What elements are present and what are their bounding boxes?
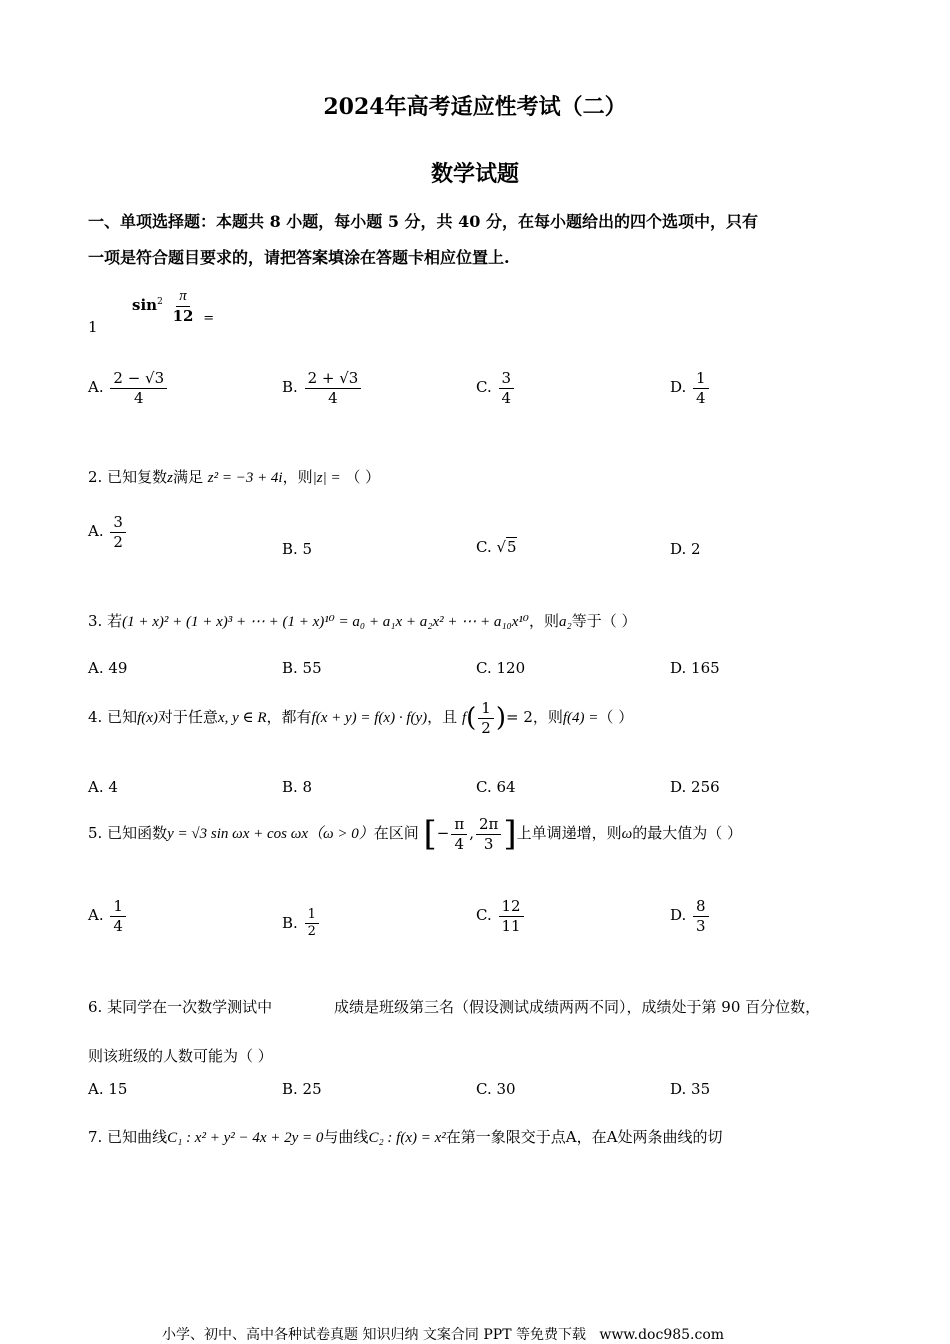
q1-expression: $\sin^2$ $\frac{\pi}{12}$ = [132, 288, 215, 326]
q4-option-a[interactable]: A. 4 [88, 778, 118, 796]
q3-option-a[interactable]: A. 49 [88, 659, 128, 677]
q4-option-d[interactable]: D. 256 [670, 778, 720, 796]
q3-option-c[interactable]: C. 120 [476, 659, 526, 677]
q3-option-d[interactable]: D. 165 [670, 659, 720, 677]
q6-option-c[interactable]: C. 30 [476, 1080, 516, 1098]
footer-link[interactable]: www.doc985.com [599, 1327, 725, 1343]
section-header-line2: 一项是符合题目要求的，请把答案填涂在答题卡相应位置上. [88, 248, 510, 267]
q3-stem: 3. 若(1 + x)² + (1 + x)³ + ⋯ + (1 + x)¹⁰ = a₀ + a₁x + a₂x² + ⋯ + a₁₀x¹⁰，则a₂等于（ ） [88, 612, 637, 630]
q4-option-b[interactable]: B. 8 [282, 778, 313, 796]
page-title: 2024年高考适应性考试（二） [323, 94, 627, 120]
q2-option-a[interactable]: A. $\frac{3}{2}$ [88, 514, 128, 550]
q5-option-d[interactable]: D. $\frac{8}{3}$ [670, 898, 711, 934]
page-subtitle: 数学试题 [430, 161, 519, 187]
q6-stem-part2: 成绩是班级第三名（假设测试成绩两两不同），成绩处于第 90 百分位数， [334, 998, 821, 1016]
q5-stem: 5. 已知函数y = √3 sin ωx + cos ωx（ω > 0）在区间 [− $\frac{\pi}{4}$ , $\frac{2\pi}{3}$ ]上单调递增，则ω的最大值为（ ） [88, 814, 743, 854]
q3-option-b[interactable]: B. 55 [282, 659, 322, 677]
q4-stem: 4. 已知f(x)对于任意x, y ∈ R，都有f(x + y) = f(x) · f(y)，且 f( $\frac{1}{2}$ )= 2，则f(4) =（ ） [88, 699, 634, 737]
q5-option-c[interactable]: C. $\frac{12}{11}$ [476, 898, 526, 934]
q6-stem-line2: 则该班级的人数可能为（ ） [88, 1047, 273, 1065]
q7-stem: 7. 已知曲线C₁ : x² + y² − 4x + 2y = 0与曲线C₂ : f(x) = x²在第一象限交于点A，在A处两条曲线的切 [88, 1128, 723, 1146]
q6-stem-part1: 6. 某同学在一次数学测试中 [88, 998, 273, 1016]
q1-option-b[interactable]: B. $\frac{2 + √3}{4}$ [282, 370, 363, 406]
q2-option-c[interactable]: C. √5 [476, 538, 517, 556]
q5-option-b[interactable]: B. $\frac{1}{2}$ [282, 908, 321, 940]
q1-option-a[interactable]: A. $\frac{2 - √3}{4}$ [88, 370, 169, 406]
q6-option-a[interactable]: A. 15 [88, 1080, 128, 1098]
q6-option-d[interactable]: D. 35 [670, 1080, 711, 1098]
q5-option-a[interactable]: A. $\frac{1}{4}$ [88, 898, 128, 934]
q2-option-d[interactable]: D. 2 [670, 540, 701, 558]
footer-text: 小学、初中、高中各种试卷真题 知识归纳 文案合同 PPT 等免费下载 [162, 1327, 586, 1343]
q1-option-c[interactable]: C. $\frac{3}{4}$ [476, 370, 516, 406]
q4-option-c[interactable]: C. 64 [476, 778, 516, 796]
q1-option-d[interactable]: D. $\frac{1}{4}$ [670, 370, 711, 406]
section-header-line1: 一、单项选择题：本题共 8 小题，每小题 5 分，共 40 分，在每小题给出的四个选项中，只有 [88, 212, 758, 231]
footer [162, 1324, 724, 1344]
q1-number: 1 [88, 318, 98, 336]
q2-option-b[interactable]: B. 5 [282, 540, 313, 558]
q6-option-b[interactable]: B. 25 [282, 1080, 322, 1098]
q2-stem: 2. 已知复数z满足 z² = −3 + 4i，则|z| = （ ） [88, 468, 381, 486]
